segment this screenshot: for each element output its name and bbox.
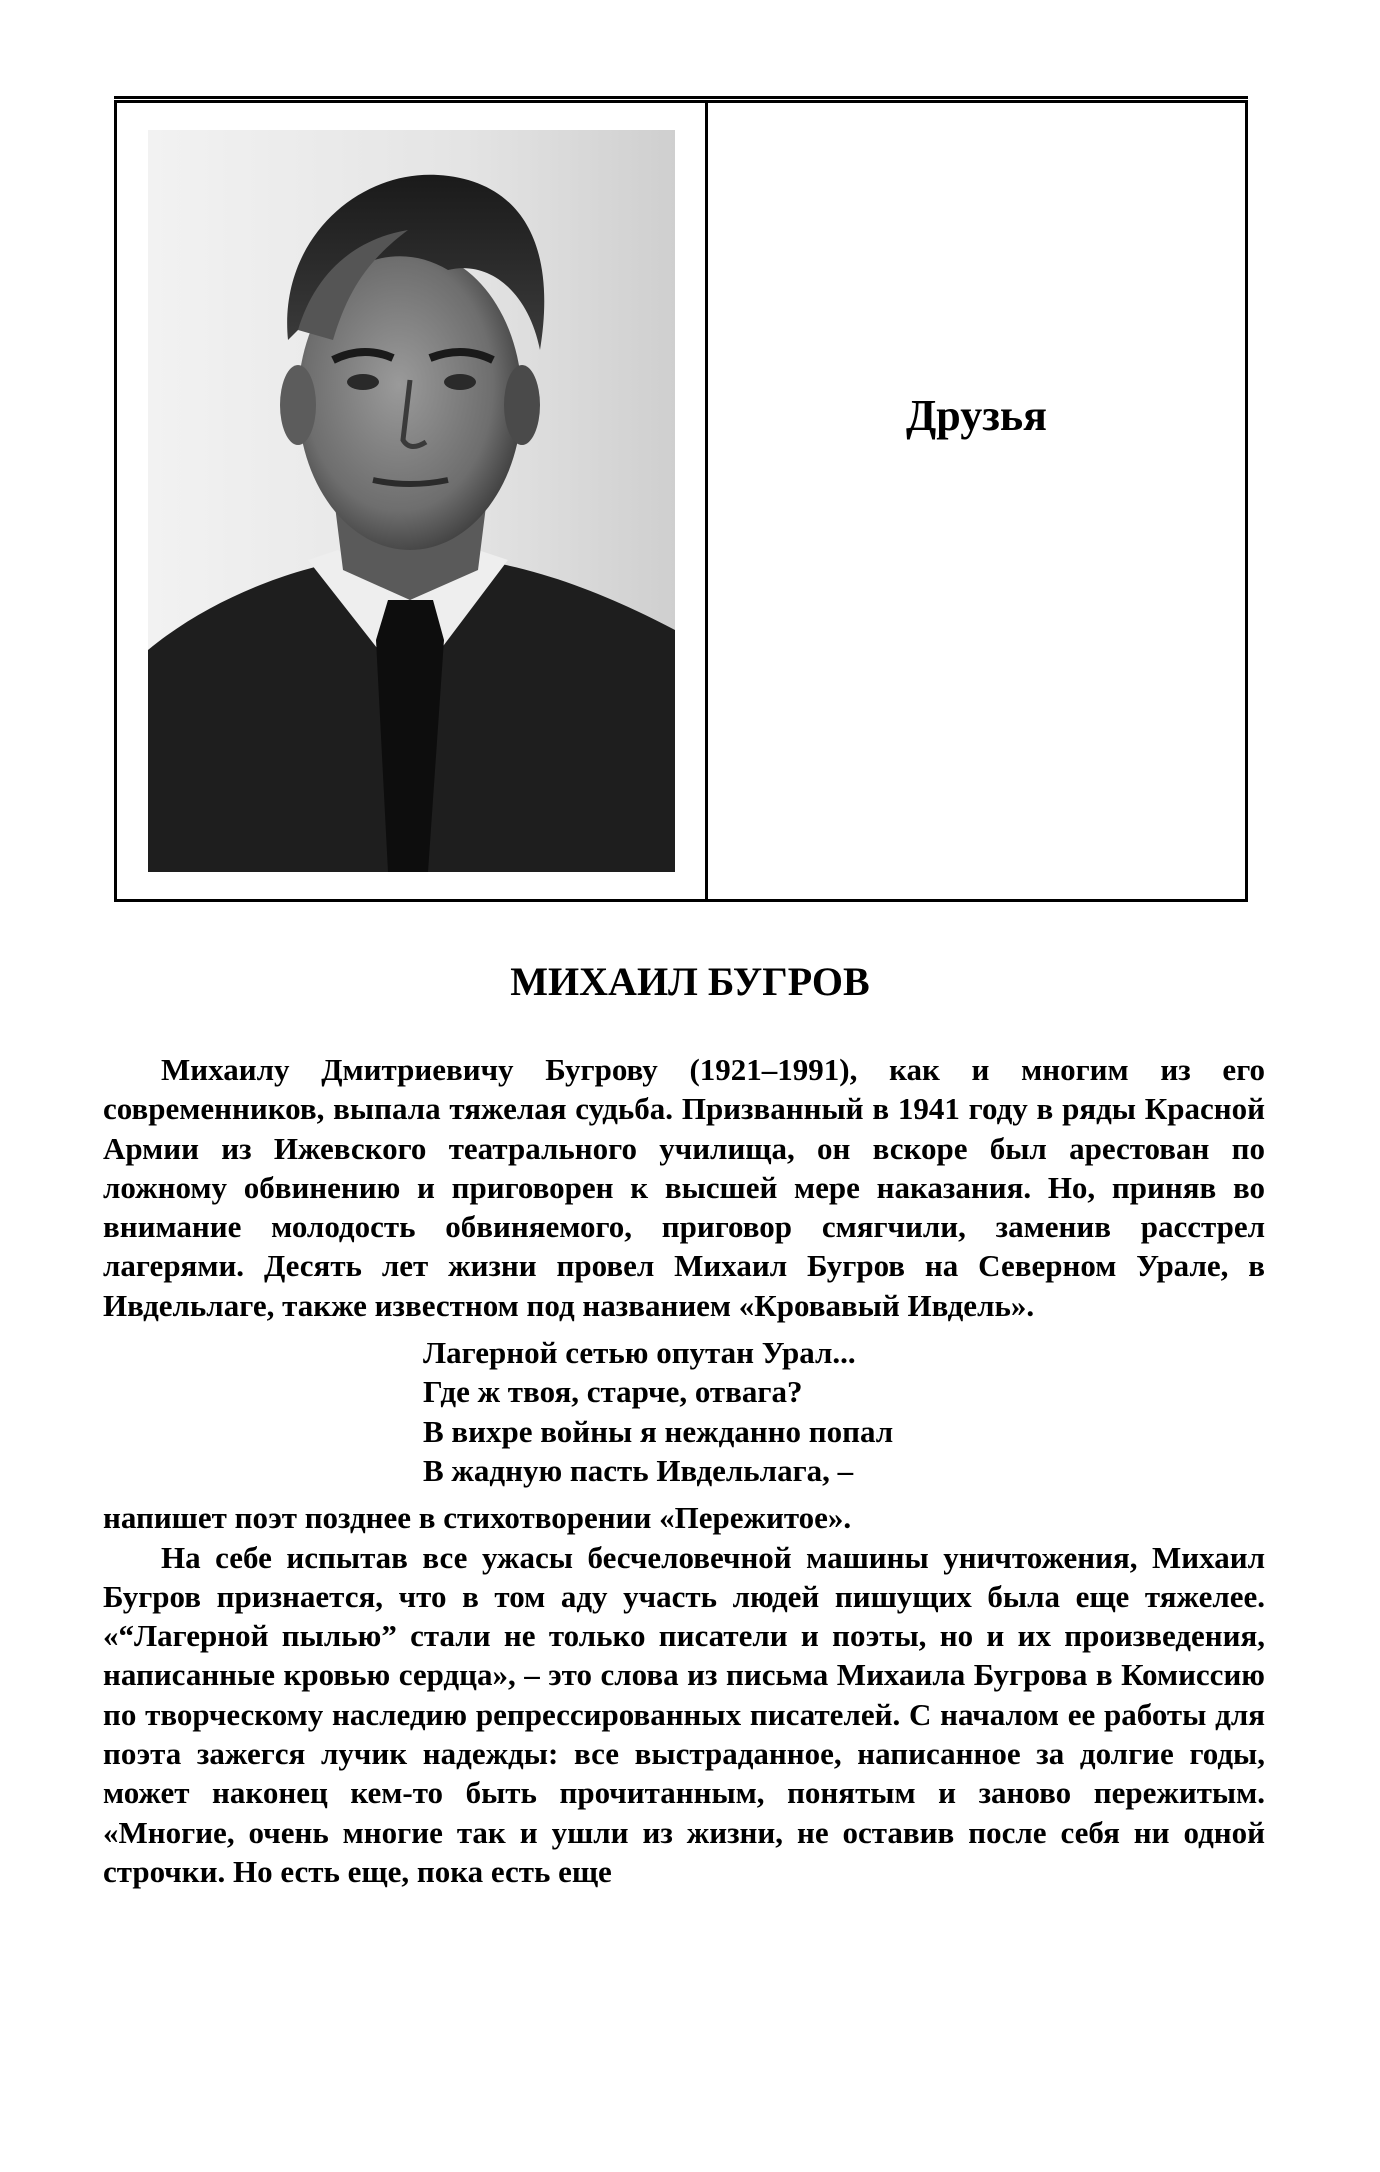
section-title: Друзья bbox=[906, 391, 1047, 440]
author-name-heading: МИХАИЛ БУГРОВ bbox=[510, 959, 870, 1004]
poem-line: Лагерной сетью опутан Урал... bbox=[423, 1335, 856, 1371]
frame-divider bbox=[705, 100, 708, 902]
poem-line: В жадную пасть Ивдельлага, – bbox=[423, 1452, 854, 1488]
top-rule bbox=[114, 96, 1248, 99]
poem-line: Где ж твоя, старче, отвага? bbox=[423, 1374, 803, 1410]
poem-quote bbox=[423, 1333, 1265, 1490]
article-body bbox=[103, 1050, 1265, 1891]
paragraph-biography: Михаилу Дмитриевичу Бугрову (1921–1991), как и многим из его современников, выпала тяжелая судьба. Призванный в 1941 году в ряды Красной Армии из Ижевского театрального училища, он вскоре был арестован по ложному обвинению и приговорен к высшей мере наказания. Но, приняв во внимание молодость обвиняемого, приговор смягчили, заменив расстрел лагерями. Десять лет жизни провел Михаил Бугров на Северном Урале, в Ивдельлаге, также известном под названием «Кровавый Ивдель». bbox=[103, 1052, 1265, 1323]
paragraph-lagernaya-pyl: На себе испытав все ужасы бесчеловечной машины уничтожения, Михаил Бугров признается, что в том аду участь людей пишущих была еще тяжелее. «“Лагерной пылью” стали не только писатели и поэты, но и их произведения, написанные кровью сердца», – это слова из письма Михаила Бугрова в Комиссию по творческому наследию репрессированных писателей. С началом ее работы для поэта зажегся лучик надежды: все выстраданное, написанное за долгие годы, может наконец кем-то быть прочитанным, понятым и заново пережитым. «Многие, очень многие так и ушли из жизни, не оставив после себя ни одной строчки. Но есть еще, пока есть еще bbox=[103, 1539, 1265, 1889]
poem-attribution: напишет поэт позднее в стихотворении «Пережитое». bbox=[103, 1500, 852, 1536]
author-portrait-photo bbox=[148, 130, 675, 872]
poem-line: В вихре войны я нежданно попал bbox=[423, 1413, 894, 1449]
